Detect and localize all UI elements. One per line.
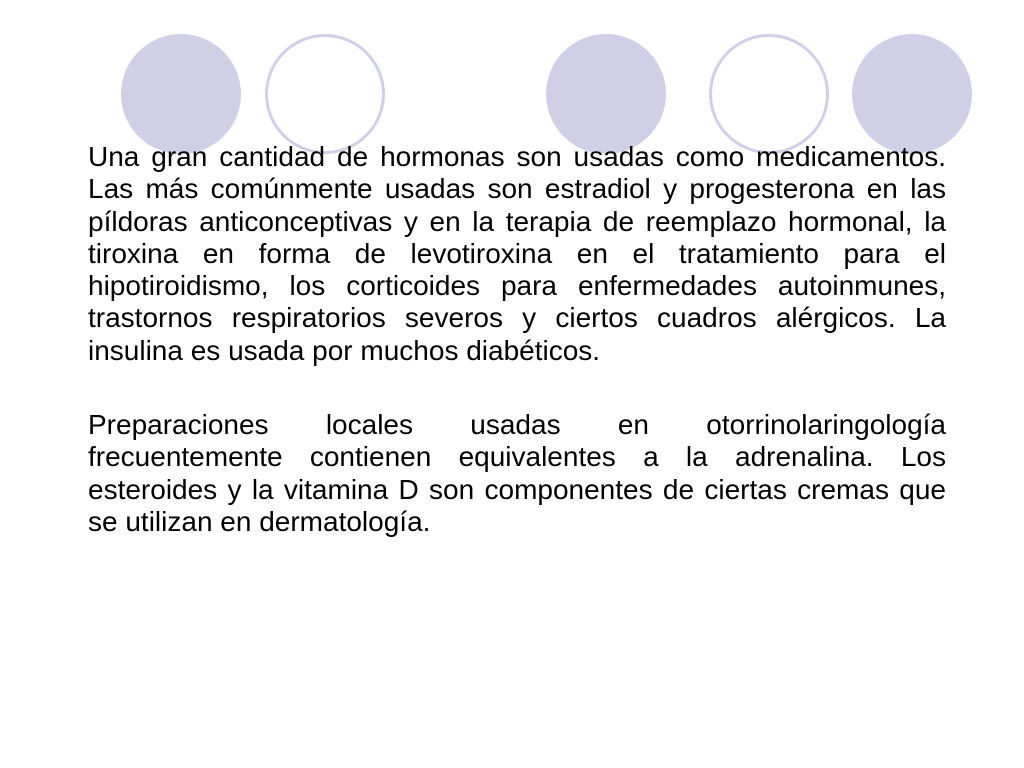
decorative-circle-outline	[709, 34, 829, 154]
slide-body	[88, 141, 946, 538]
paragraph-hormones-medication: Una gran cantidad de hormonas son usadas como medicamentos. Las más comúnmente usadas son estradiol y progesterona en las píldoras anticonceptivas y en la terapia de reemplazo hormonal, la tiroxina en forma de levotiroxina en el tratamiento para el hipotiroidismo, los corticoides para enfermedades autoinmunes, trastornos respiratorios severos y ciertos cuadros alérgicos. La insulina es usada por muchos diabéticos.	[88, 141, 946, 366]
paragraph-local-preparations: Preparaciones locales usadas en otorrinolaringología frecuentemente contienen equivalentes a la adrenalina. Los esteroides y la vitamina D son componentes de ciertas cremas que se utilizan en dermatología.	[88, 409, 946, 537]
decorative-circle-filled	[852, 34, 972, 154]
decorative-circle-outline	[265, 34, 385, 154]
decorative-circle-filled	[121, 34, 241, 154]
decorative-circle-filled	[546, 34, 666, 154]
